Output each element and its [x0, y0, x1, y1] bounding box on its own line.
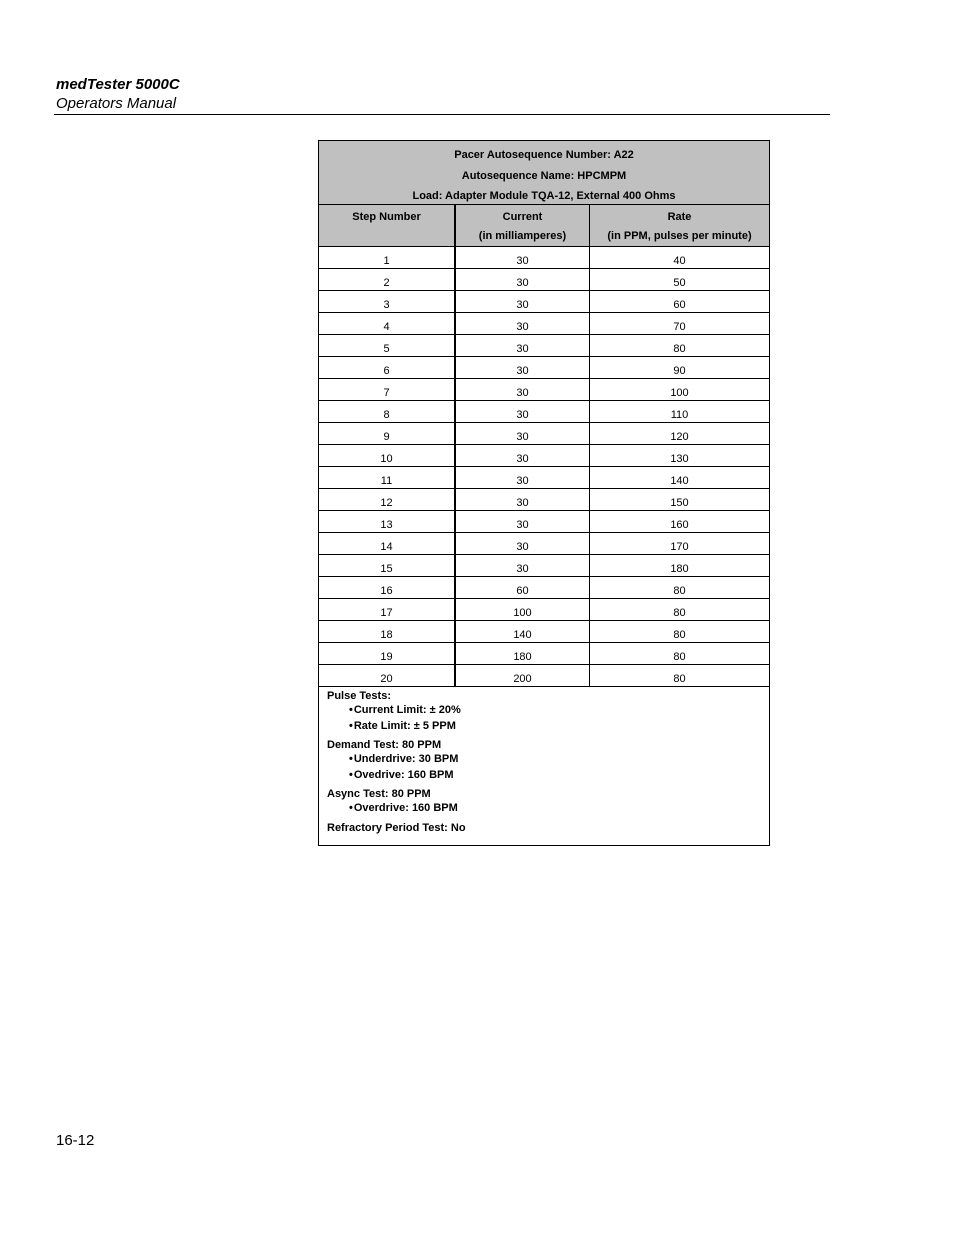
table-row: [319, 445, 769, 467]
rate-cell: 160: [670, 519, 689, 531]
note-item: [349, 703, 769, 719]
rate-cell: 110: [670, 409, 689, 421]
current-cell: 30: [456, 511, 590, 532]
rate-cell: 140: [670, 475, 689, 487]
note-heading: Pulse Tests:: [327, 690, 391, 702]
table-row: [319, 247, 769, 269]
table-row: [319, 489, 769, 511]
note-group: [327, 821, 769, 835]
rate-cell: 80: [673, 343, 686, 355]
note-item-text: Overdrive: 160 BPM: [353, 802, 458, 814]
rate-cell: 80: [673, 651, 686, 663]
current-cell: 30: [456, 445, 590, 466]
current-cell: 100: [456, 599, 590, 620]
rate-cell: 130: [670, 453, 689, 465]
current-cell: 60: [456, 577, 590, 598]
table-title-line: Pacer Autosequence Number: A22: [454, 149, 634, 161]
step-number-cell: 12: [319, 489, 456, 510]
rate-cell: 50: [673, 277, 686, 289]
rate-cell: 90: [673, 365, 686, 377]
note-list: [327, 703, 769, 734]
table-row: [319, 665, 769, 687]
step-number-cell: 6: [319, 357, 456, 378]
rate-cell: 80: [673, 585, 686, 597]
rate-cell: 180: [670, 563, 689, 575]
current-cell: 30: [456, 467, 590, 488]
step-number-cell: 13: [319, 511, 456, 532]
current-cell: 30: [456, 357, 590, 378]
rate-cell: 80: [673, 629, 686, 641]
rate-cell: 70: [673, 321, 686, 333]
step-number-cell: 16: [319, 577, 456, 598]
table-title-line: Load: Adapter Module TQA-12, External 400 Ohms: [412, 190, 676, 202]
note-group: [327, 689, 769, 734]
step-number-cell: 3: [319, 291, 456, 312]
step-number-cell: 11: [319, 467, 456, 488]
step-number-cell: 20: [319, 665, 456, 686]
column-header-rate: [590, 205, 769, 246]
step-number-cell: 14: [319, 533, 456, 554]
rate-cell: 60: [673, 299, 686, 311]
step-number-cell: 19: [319, 643, 456, 664]
current-cell: 200: [456, 665, 590, 686]
note-item: [349, 801, 769, 817]
current-cell: 30: [456, 379, 590, 400]
table-row: [319, 269, 769, 291]
step-number-cell: 18: [319, 621, 456, 642]
document-subtitle: Operators Manual: [56, 95, 177, 112]
step-number-cell: 2: [319, 269, 456, 290]
note-item-text: Rate Limit: ± 5 PPM: [353, 719, 456, 732]
step-number-cell: 7: [319, 379, 456, 400]
step-number-cell: 17: [319, 599, 456, 620]
table-row: [319, 467, 769, 489]
rate-cell: 100: [670, 387, 689, 399]
table-row: [319, 533, 769, 555]
column-header-step: [319, 205, 456, 246]
table-title-block: [319, 141, 769, 205]
note-item: [349, 719, 769, 735]
table-row: [319, 291, 769, 313]
column-header-label: Step Number: [352, 211, 421, 223]
document-title: medTester 5000C: [56, 76, 180, 93]
note-list: [327, 801, 769, 817]
note-heading: Demand Test: 80 PPM: [327, 739, 442, 751]
table-row: [319, 599, 769, 621]
table-row: [319, 555, 769, 577]
column-header-unit: (in milliamperes): [478, 230, 567, 242]
note-item-text: Ovedrive: 160 BPM: [353, 768, 454, 781]
step-number-cell: 5: [319, 335, 456, 356]
column-header-current: [456, 205, 590, 246]
table-title-line: Autosequence Name: HPCMPM: [461, 169, 627, 182]
current-cell: 30: [456, 423, 590, 444]
note-item-text: Underdrive: 30 BPM: [353, 753, 459, 765]
table-row: [319, 335, 769, 357]
column-header-unit: (in PPM, pulses per minute): [607, 230, 752, 242]
rate-cell: 40: [673, 255, 686, 267]
table-row: [319, 621, 769, 643]
note-item: [349, 752, 769, 768]
note-item: [349, 768, 769, 784]
rate-cell: 120: [670, 431, 689, 443]
note-heading: Refractory Period Test: No: [327, 821, 466, 834]
current-cell: 30: [456, 401, 590, 422]
table-column-headers: [319, 205, 769, 247]
table-row: [319, 357, 769, 379]
step-number-cell: 4: [319, 313, 456, 334]
current-cell: 180: [456, 643, 590, 664]
table-row: [319, 511, 769, 533]
header-divider: [54, 114, 830, 115]
step-number-cell: 1: [319, 247, 456, 268]
current-cell: 30: [456, 247, 590, 268]
column-header-label: Current: [502, 211, 543, 223]
current-cell: 30: [456, 291, 590, 312]
current-cell: 30: [456, 555, 590, 576]
rate-cell: 80: [673, 673, 686, 685]
table-row: [319, 423, 769, 445]
rate-cell: 80: [673, 607, 686, 619]
column-header-label: Rate: [667, 211, 692, 223]
page-number: 16-12: [56, 1132, 95, 1149]
current-cell: 30: [456, 335, 590, 356]
current-cell: 30: [456, 269, 590, 290]
step-number-cell: 8: [319, 401, 456, 422]
note-group: [327, 738, 769, 783]
note-group: [327, 787, 769, 817]
table-row: [319, 643, 769, 665]
current-cell: 30: [456, 313, 590, 334]
rate-cell: 170: [670, 541, 689, 553]
step-number-cell: 15: [319, 555, 456, 576]
current-cell: 30: [456, 533, 590, 554]
table-row: [319, 379, 769, 401]
step-number-cell: 10: [319, 445, 456, 466]
table-body: [319, 247, 769, 687]
note-list: [327, 752, 769, 783]
table-row: [319, 401, 769, 423]
table-row: [319, 577, 769, 599]
note-item-text: Current Limit: ± 20%: [353, 704, 461, 716]
step-number-cell: 9: [319, 423, 456, 444]
note-heading: Async Test: 80 PPM: [327, 788, 431, 800]
current-cell: 140: [456, 621, 590, 642]
rate-cell: 150: [670, 497, 689, 509]
test-notes: [319, 687, 769, 845]
table-row: [319, 313, 769, 335]
current-cell: 30: [456, 489, 590, 510]
autosequence-table: [318, 140, 770, 846]
